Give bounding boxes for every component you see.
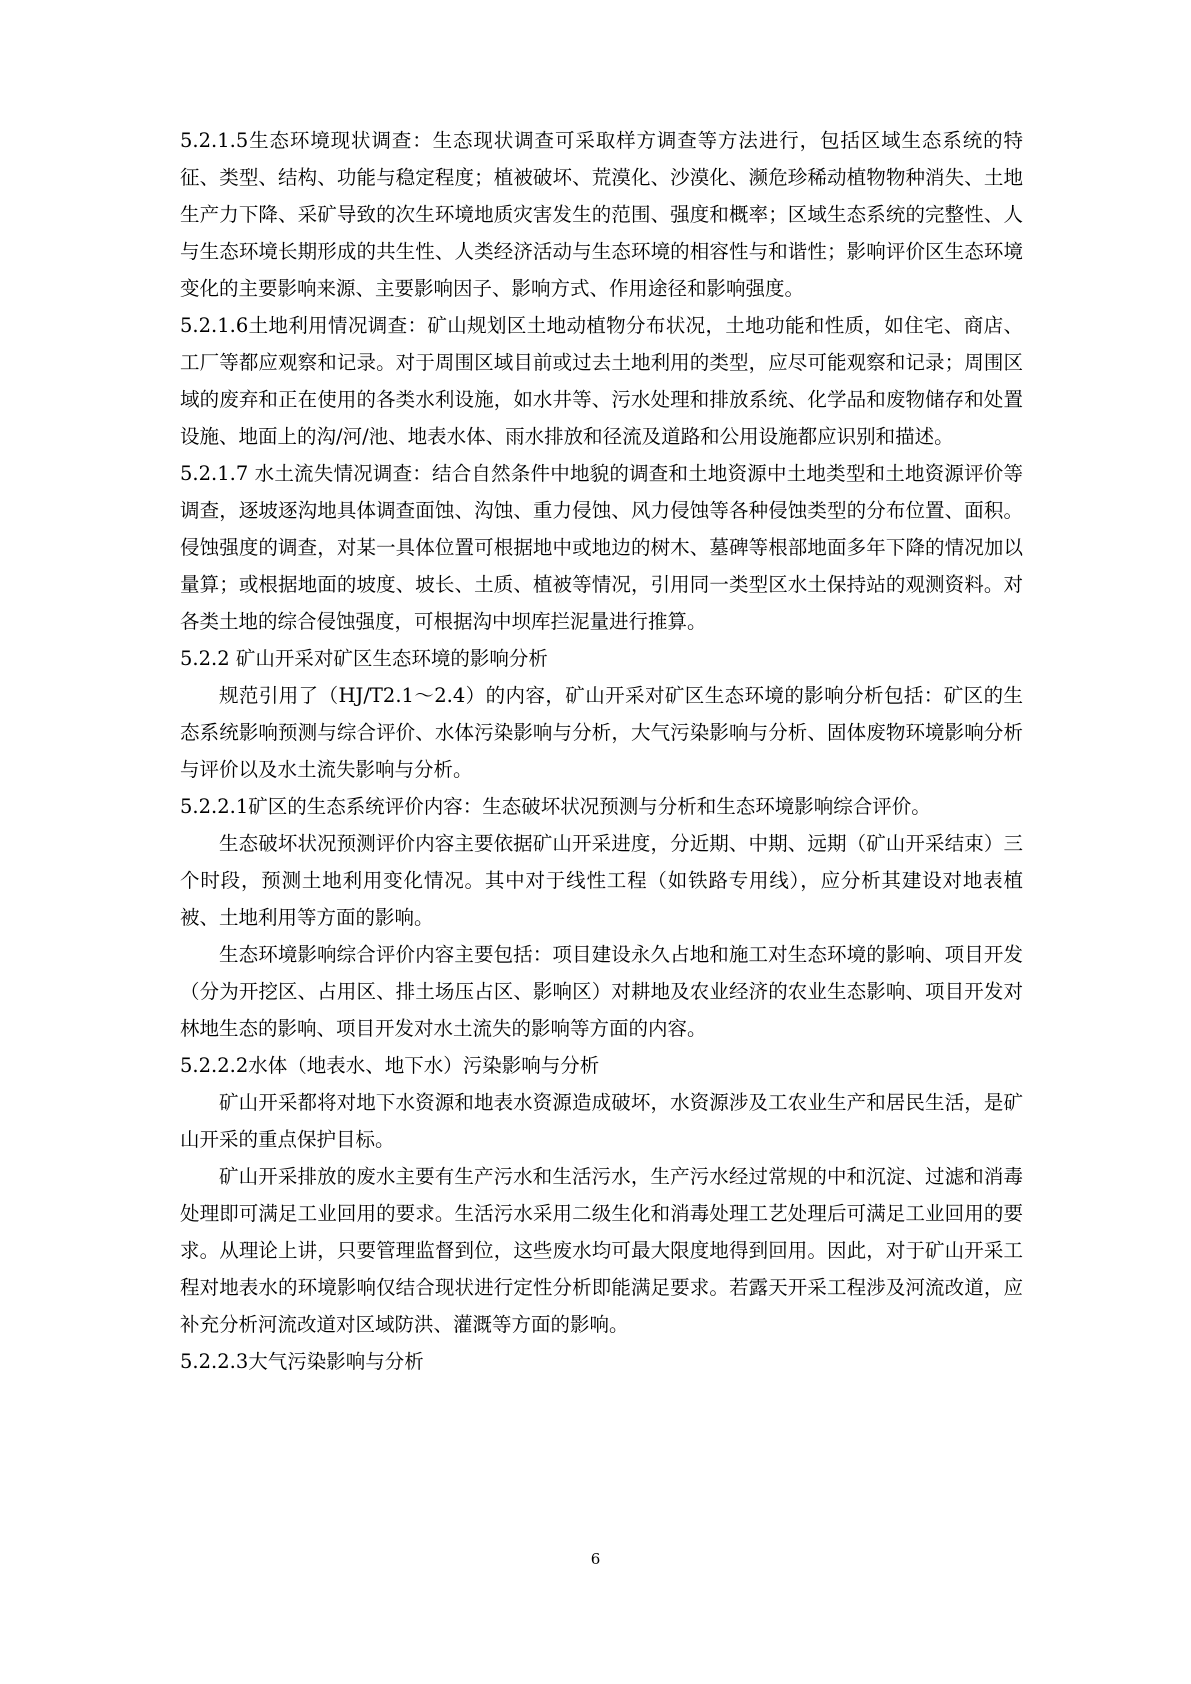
paragraph-ecological-assessment: 生态环境影响综合评价内容主要包括：项目建设永久占地和施工对生态环境的影响、项目开发（分为开挖区、占用区、排土场压占区、影响区）对耕地及农业经济的农业生态影响、项目开发对林地生态的影响、项目开发对水土流失的影响等方面的内容。 xyxy=(180,943,1023,1040)
heading-5-2-2-3: 5.2.2.3大气污染影响与分析 xyxy=(180,1350,424,1373)
paragraph-wastewater: 矿山开采排放的废水主要有生产污水和生活污水，生产污水经过常规的中和沉淀、过滤和消毒处理即可满足工业回用的要求。生活污水采用二级生化和消毒处理工艺处理后可满足工业回用的要求。从理论上讲，只要管理监督到位，这些废水均可最大限度地得到回用。因此，对于矿山开采工程对地表水的环境影响仅结合现状进行定性分析即能满足要求。若露天开采工程涉及河流改道，应补充分析河流改道对区域防洪、灌溉等方面的影响。 xyxy=(180,1165,1023,1336)
page-number: 6 xyxy=(590,1550,601,1568)
paragraph-5-2-1-7: 5.2.1.7 水土流失情况调查：结合自然条件中地貌的调查和土地资源中土地类型和土地资源评价等调查，逐坡逐沟地具体调查面蚀、沟蚀、重力侵蚀、风力侵蚀等各种侵蚀类型的分布位置、面积。侵蚀强度的调查，对某一具体位置可根据地中或地边的树木、墓碑等根部地面多年下降的情况加以量算；或根据地面的坡度、坡长、土质、植被等情况，引用同一类型区水土保持站的观测资料。对各类土地的综合侵蚀强度，可根据沟中坝库拦泥量进行推算。 xyxy=(180,462,1023,633)
paragraph-5-2-2-intro: 规范引用了（HJ/T2.1～2.4）的内容，矿山开采对矿区生态环境的影响分析包括：矿区的生态系统影响预测与综合评价、水体污染影响与分析，大气污染影响与分析、固体废物环境影响分析与评价以及水土流失影响与分析。 xyxy=(180,684,1023,781)
heading-5-2-2-2: 5.2.2.2水体（地表水、地下水）污染影响与分析 xyxy=(180,1054,600,1077)
paragraph-ecological-damage: 生态破坏状况预测评价内容主要依据矿山开采进度，分近期、中期、远期（矿山开采结束）三个时段，预测土地利用变化情况。其中对于线性工程（如铁路专用线），应分析其建设对地表植被、土地利用等方面的影响。 xyxy=(180,832,1023,929)
heading-5-2-2: 5.2.2 矿山开采对矿区生态环境的影响分析 xyxy=(180,647,548,670)
paragraph-5-2-1-5: 5.2.1.5生态环境现状调查：生态现状调查可采取样方调查等方法进行，包括区域生态系统的特征、类型、结构、功能与稳定程度；植被破坏、荒漠化、沙漠化、濒危珍稀动植物物种消失、土地生产力下降、采矿导致的次生环境地质灾害发生的范围、强度和概率；区域生态系统的完整性、人与生态环境长期形成的共生性、人类经济活动与生态环境的相容性与和谐性；影响评价区生态环境变化的主要影响来源、主要影响因子、影响方式、作用途径和影响强度。 xyxy=(180,129,1023,300)
paragraph-5-2-2-1: 5.2.2.1矿区的生态系统评价内容：生态破坏状况预测与分析和生态环境影响综合评价。 xyxy=(180,795,931,818)
paragraph-water-resources: 矿山开采都将对地下水资源和地表水资源造成破坏，水资源涉及工农业生产和居民生活，是矿山开采的重点保护目标。 xyxy=(180,1091,1023,1151)
paragraph-5-2-1-6: 5.2.1.6土地利用情况调查：矿山规划区土地动植物分布状况，土地功能和性质，如住宅、商店、工厂等都应观察和记录。对于周围区域目前或过去土地利用的类型，应尽可能观察和记录；周围区域的废弃和正在使用的各类水利设施，如水井等、污水处理和排放系统、化学品和废物储存和处置设施、地面上的沟/河/池、地表水体、雨水排放和径流及道路和公用设施都应识别和描述。 xyxy=(180,314,1023,448)
document-body xyxy=(180,122,1023,1380)
